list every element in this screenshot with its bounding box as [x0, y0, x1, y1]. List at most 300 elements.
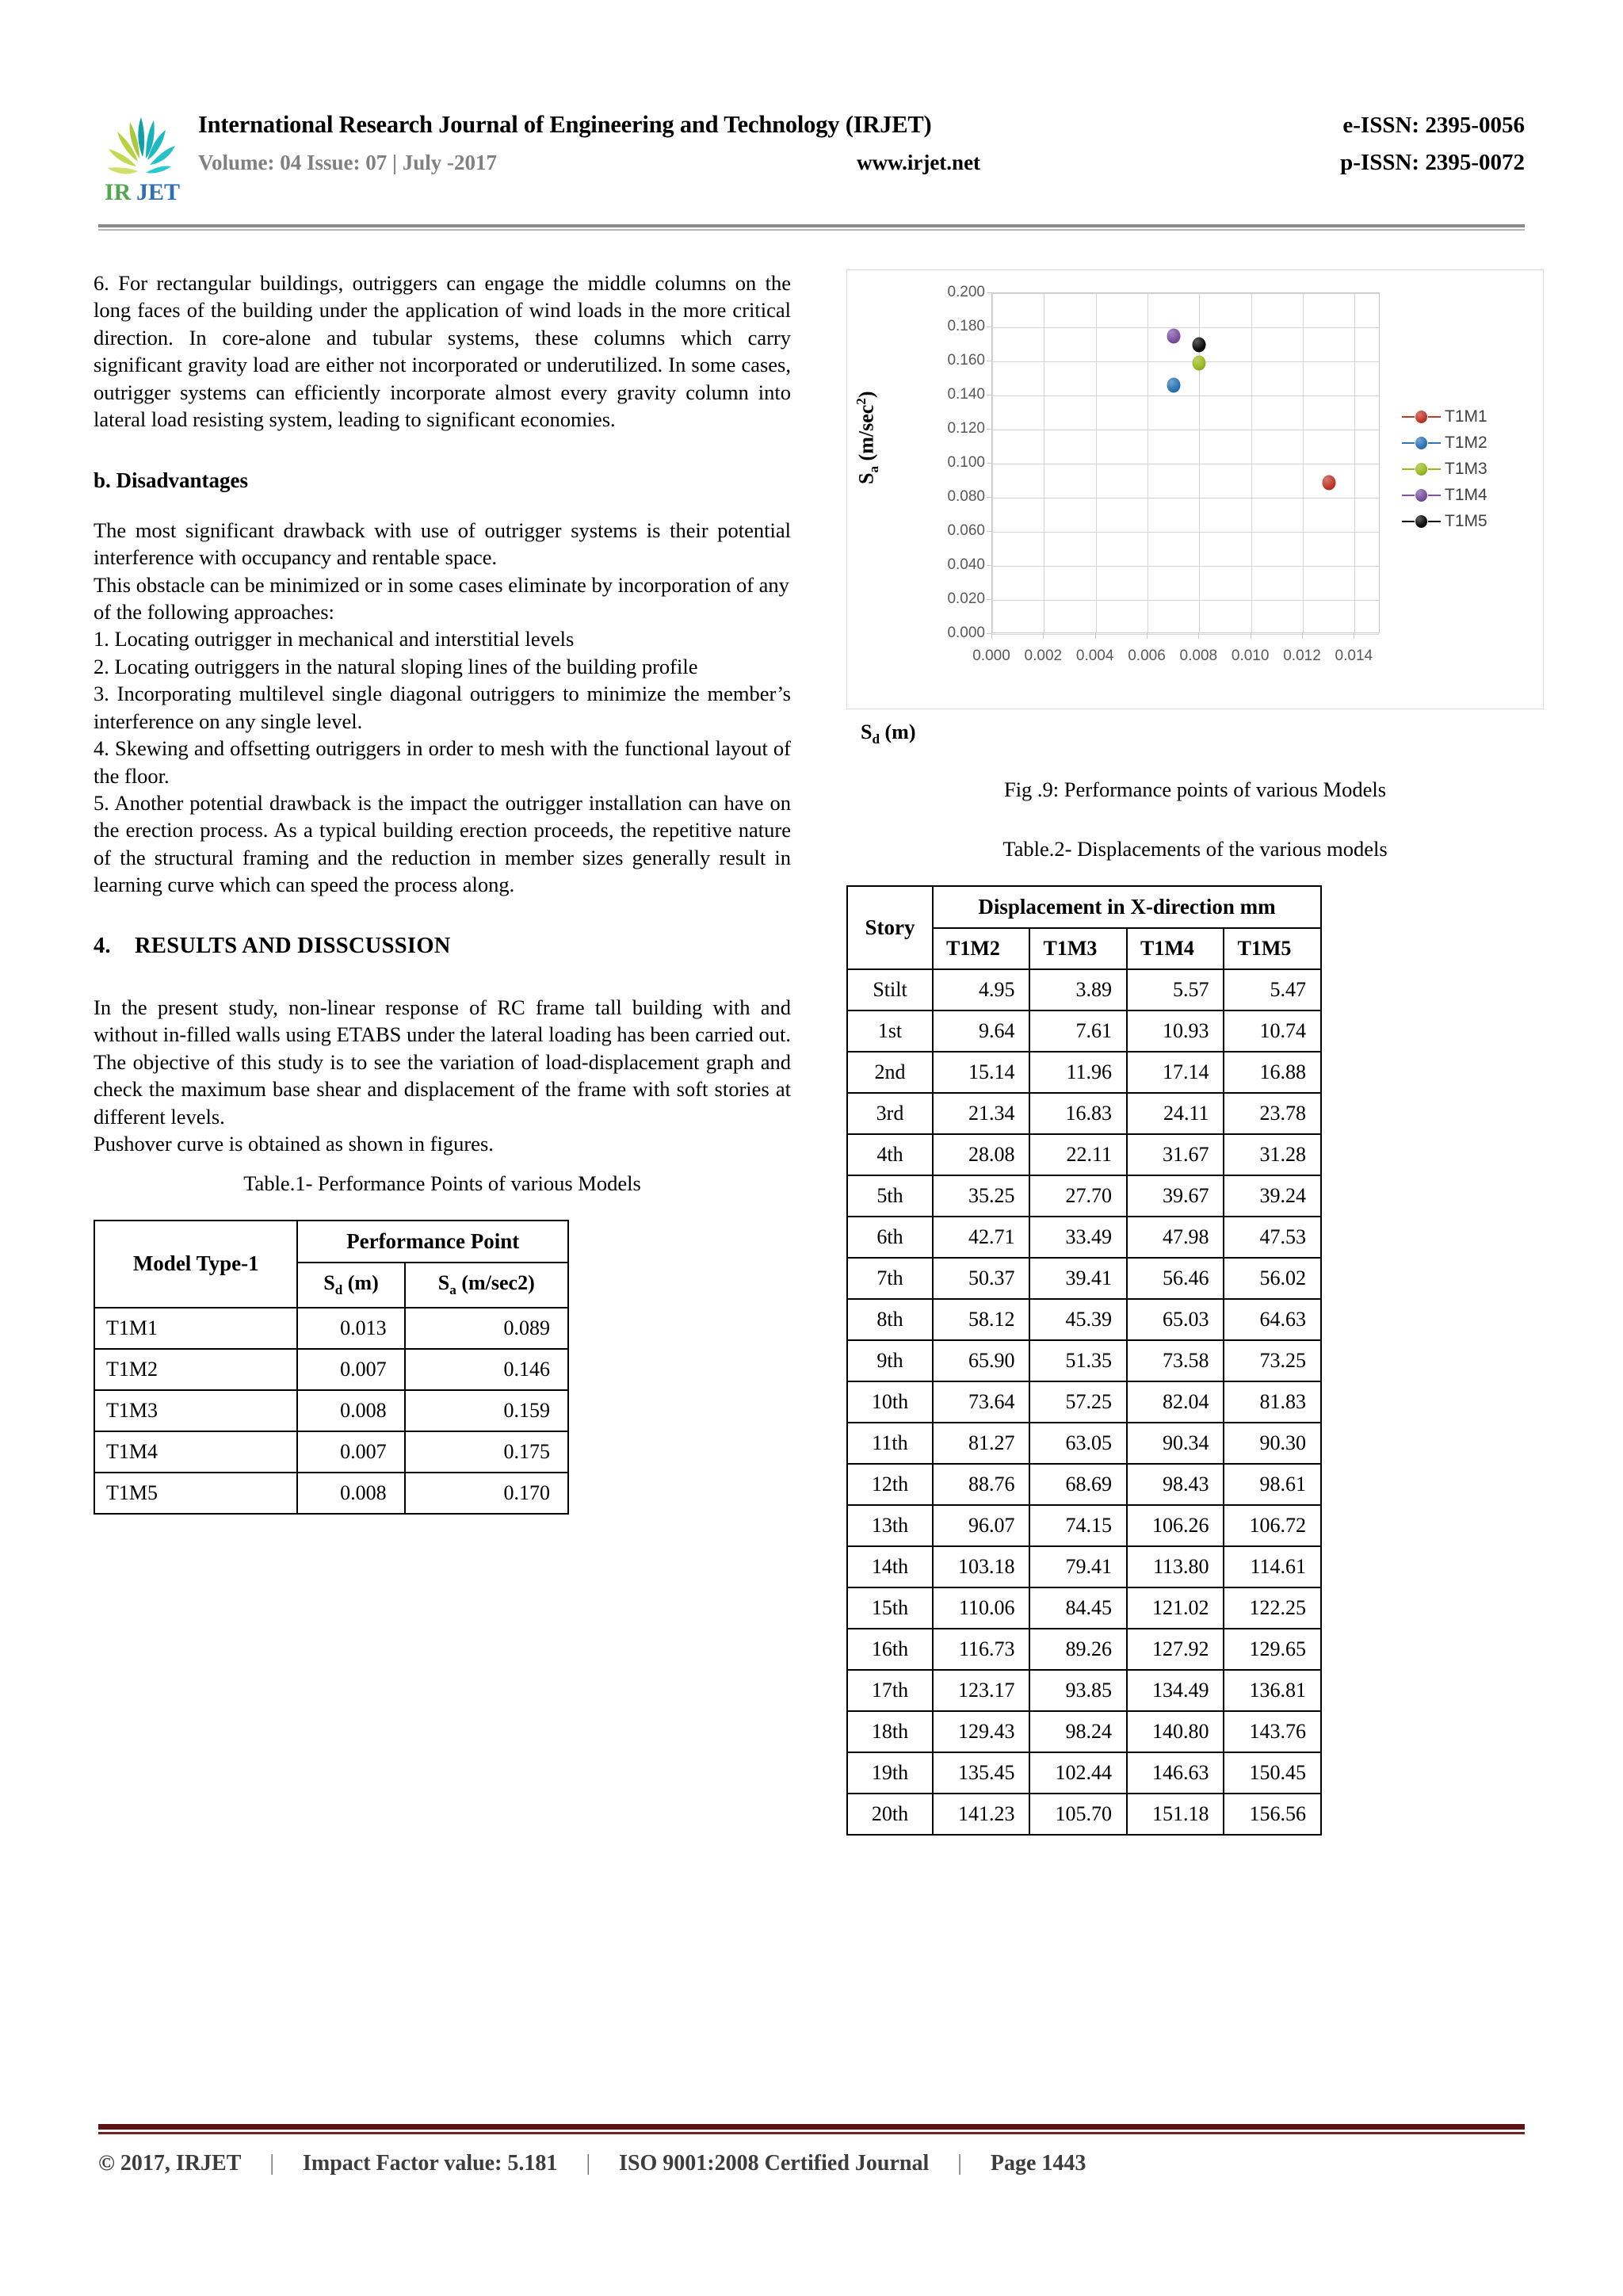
table2-story-cell: 12th [847, 1464, 933, 1505]
table2-story-cell: 1st [847, 1010, 933, 1052]
right-column [846, 269, 1544, 1836]
chart-y-tickmark [987, 463, 992, 464]
table2-value-cell: 65.03 [1127, 1299, 1224, 1340]
chart-x-tickmark [991, 633, 992, 639]
y-axis-paren: ) [854, 391, 878, 399]
table2-value-cell: 39.67 [1127, 1175, 1224, 1217]
irjet-logo [98, 111, 184, 204]
table2-value-cell: 84.45 [1029, 1587, 1127, 1629]
table2-value-cell: 28.08 [933, 1134, 1030, 1175]
legend-marker-icon [1415, 437, 1427, 449]
table2-story-cell: 8th [847, 1299, 933, 1340]
table-row [847, 1052, 1321, 1093]
chart-gridline-horizontal [992, 634, 1379, 635]
y-axis-subscript: a [865, 465, 881, 473]
legend-marker-icon [1415, 411, 1427, 423]
table1-caption: Table.1- Performance Points of various Models [243, 1171, 641, 1196]
chart-inner [847, 270, 1543, 709]
table-row [847, 1093, 1321, 1134]
table2-value-cell: 10.93 [1127, 1010, 1224, 1052]
table2-value-cell: 134.49 [1127, 1670, 1224, 1711]
chart-gridline-horizontal [992, 327, 1379, 328]
sa-unit: (m/sec2) [456, 1271, 535, 1295]
table-row [847, 1010, 1321, 1052]
approach-item-4: 4. Skewing and offsetting outriggers in order to mesh with the functional layout of the floor. [94, 736, 791, 788]
table1-sa-cell: 0.159 [405, 1390, 568, 1431]
table2-value-cell: 73.58 [1127, 1340, 1224, 1381]
chart-y-tickmark [987, 497, 992, 498]
chart-legend-item [1402, 508, 1537, 534]
table2-value-cell: 9.64 [933, 1010, 1030, 1052]
svg-text:IR: IR [105, 179, 132, 204]
table2-value-cell: 42.71 [933, 1217, 1030, 1258]
table2-story-cell: 19th [847, 1752, 933, 1794]
table2-story-cell: 16th [847, 1629, 933, 1670]
chart-y-tick-label: 0.020 [947, 590, 985, 607]
table2-value-cell: 35.25 [933, 1175, 1030, 1217]
sa-subscript: a [449, 1282, 456, 1298]
footer-divider [98, 2124, 1525, 2134]
footer-divider-thick [98, 2124, 1525, 2130]
table-row [94, 1390, 568, 1431]
table2-story-cell: 13th [847, 1505, 933, 1546]
table2-value-cell: 16.88 [1224, 1052, 1321, 1093]
footer-separator-2: | [586, 2151, 591, 2176]
chart-y-tick-label: 0.060 [947, 522, 985, 539]
chart-y-tickmark [987, 429, 992, 430]
footer-impact-factor: Impact Factor value: 5.181 [303, 2151, 558, 2176]
chart-x-tick-label: 0.012 [1283, 648, 1321, 664]
chart-y-tick-label: 0.200 [947, 284, 985, 300]
table2-story-cell: 9th [847, 1340, 933, 1381]
table2-value-cell: 7.61 [1029, 1010, 1127, 1052]
table1-model-cell: T1M5 [94, 1473, 297, 1514]
table2-value-cell: 50.37 [933, 1258, 1030, 1299]
table2-value-cell: 17.14 [1127, 1052, 1224, 1093]
table2-value-cell: 90.34 [1127, 1423, 1224, 1464]
chart-x-tick-label: 0.004 [1075, 648, 1114, 664]
table2-value-cell: 56.02 [1224, 1258, 1321, 1299]
disadvantages-heading: b. Disadvantages [94, 468, 249, 492]
table2-value-cell: 140.80 [1127, 1711, 1224, 1752]
chart-x-tick-label: 0.006 [1128, 648, 1166, 664]
table2-value-cell: 74.15 [1029, 1505, 1127, 1546]
table-row [847, 1794, 1321, 1835]
page-header [98, 111, 1525, 206]
chart-legend [1402, 403, 1537, 534]
table2-value-cell: 146.63 [1127, 1752, 1224, 1794]
table1-model-cell: T1M3 [94, 1390, 297, 1431]
table2-value-cell: 68.69 [1029, 1464, 1127, 1505]
disadvantages-paragraph-1: The most significant drawback with use of outrigger systems is their potential interference with occupancy and rentable space. [94, 518, 791, 570]
x-axis-unit: (m) [880, 720, 916, 743]
table2-value-cell: 105.70 [1029, 1794, 1127, 1835]
chart-x-tickmark [1147, 633, 1148, 639]
table2-header-row-1 [847, 886, 1321, 928]
table2-story-cell: 17th [847, 1670, 933, 1711]
chart-y-tickmark [987, 565, 992, 566]
table2-value-cell: 73.25 [1224, 1340, 1321, 1381]
table-row [847, 1464, 1321, 1505]
table-row [847, 1587, 1321, 1629]
legend-label: T1M2 [1445, 433, 1487, 452]
chart-y-tickmark [987, 531, 992, 532]
y-axis-superscript: 2 [854, 398, 869, 405]
table2-story-cell: 4th [847, 1134, 933, 1175]
chart-legend-item [1402, 482, 1537, 508]
table2-story-cell: 15th [847, 1587, 933, 1629]
table2-value-cell: 98.24 [1029, 1711, 1127, 1752]
table2-model-column-header: T1M4 [1127, 928, 1224, 969]
table2-story-cell: 20th [847, 1794, 933, 1835]
footer-page-number: Page 1443 [990, 2151, 1086, 2176]
table-row [847, 1670, 1321, 1711]
table2-value-cell: 114.61 [1224, 1546, 1321, 1587]
table2-value-cell: 4.95 [933, 969, 1030, 1010]
table2-value-cell: 64.63 [1224, 1299, 1321, 1340]
table2-value-cell: 106.72 [1224, 1505, 1321, 1546]
chart-y-tick-label: 0.040 [947, 556, 985, 573]
table2-value-cell: 106.26 [1127, 1505, 1224, 1546]
table-row [847, 1381, 1321, 1423]
table-row [847, 1629, 1321, 1670]
table-row [847, 1711, 1321, 1752]
table2-value-cell: 39.41 [1029, 1258, 1127, 1299]
table2-value-cell: 73.64 [933, 1381, 1030, 1423]
table2-value-cell: 10.74 [1224, 1010, 1321, 1052]
chart-gridline-vertical [992, 293, 993, 632]
performance-points-chart [846, 269, 1544, 709]
approach-item-5: 5. Another potential drawback is the impact the outrigger installation can have on the erection process. As a typical building erection proceeds, the repetitive nature of the structural framing and the reduction in member sizes generally result in learning curve which can speed the process along. [94, 791, 791, 897]
table1-sd-header [297, 1263, 404, 1307]
table2-value-cell: 33.49 [1029, 1217, 1127, 1258]
table2-story-cell: 7th [847, 1258, 933, 1299]
table2-value-cell: 98.43 [1127, 1464, 1224, 1505]
table2-value-cell: 27.70 [1029, 1175, 1127, 1217]
table1-container [94, 1220, 569, 1514]
footer-copyright: © 2017, IRJET [98, 2151, 242, 2176]
table2-value-cell: 21.34 [933, 1093, 1030, 1134]
chart-y-tick-label: 0.120 [947, 420, 985, 437]
sd-symbol: S [323, 1271, 335, 1295]
chart-y-tick-label: 0.140 [947, 386, 985, 403]
chart-gridline-vertical [1096, 293, 1097, 632]
table2-value-cell: 129.43 [933, 1711, 1030, 1752]
table-row [847, 1134, 1321, 1175]
table2-value-cell: 122.25 [1224, 1587, 1321, 1629]
chart-x-tickmark [1043, 633, 1044, 639]
chart-legend-item [1402, 456, 1537, 482]
table1-sd-cell: 0.007 [297, 1431, 404, 1473]
legend-line-icon [1428, 416, 1441, 418]
volume-issue-label: Volume: 04 Issue: 07 | July -2017 [198, 151, 497, 174]
approach-item-3: 3. Incorporating multilevel single diagonal outriggers to minimize the member’s interference on any single level. [94, 682, 791, 733]
chart-gridline-horizontal [992, 498, 1379, 499]
table2-value-cell: 65.90 [933, 1340, 1030, 1381]
table1-sd-cell: 0.013 [297, 1308, 404, 1349]
chart-x-tick-label: 0.014 [1335, 648, 1373, 664]
table2-value-cell: 135.45 [933, 1752, 1030, 1794]
legend-line-icon [1428, 468, 1441, 470]
sa-symbol: S [437, 1271, 450, 1295]
chart-y-tick-label: 0.180 [947, 318, 985, 334]
disadvantages-paragraph-2: This obstacle can be minimized or in some cases eliminate by incorporation of any of the following approaches: [94, 572, 789, 624]
table1-model-cell: T1M2 [94, 1349, 297, 1390]
table2-model-column-header: T1M2 [933, 928, 1030, 969]
results-section-title: RESULTS AND DISSCUSSION [135, 933, 451, 958]
table1-sd-cell: 0.007 [297, 1349, 404, 1390]
table1-model-cell: T1M4 [94, 1431, 297, 1473]
table2-value-cell: 11.96 [1029, 1052, 1127, 1093]
table2-value-cell: 5.57 [1127, 969, 1224, 1010]
paragraph-item-6: 6. For rectangular buildings, outriggers can engage the middle columns on the long faces of the building under the application of wind loads in the more critical direction. In core-alone and tubular systems, these columns which carry significant gravity load are either not incorporated or underutilized. In some cases, outrigger systems can efficiently incorporate almost every gravity column into lateral load resisting system, leading to significant economies. [94, 271, 791, 432]
irjet-leaf-icon [98, 111, 184, 204]
table2-value-cell: 110.06 [933, 1587, 1030, 1629]
table2-value-cell: 143.76 [1224, 1711, 1321, 1752]
legend-marker-icon [1415, 515, 1427, 528]
chart-y-tick-label: 0.100 [947, 454, 985, 471]
table2-story-cell: 11th [847, 1423, 933, 1464]
chart-gridline-horizontal [992, 532, 1379, 533]
chart-x-axis-title [861, 720, 1558, 747]
chart-gridline-horizontal [992, 566, 1379, 567]
legend-line-icon [1402, 442, 1415, 444]
table2-container [846, 885, 1322, 1836]
table2-value-cell: 150.45 [1224, 1752, 1321, 1794]
chart-gridline-horizontal [992, 293, 1379, 294]
table1-model-cell: T1M1 [94, 1308, 297, 1349]
table-row [847, 1258, 1321, 1299]
chart-x-tickmark [1198, 633, 1199, 639]
table-row [94, 1431, 568, 1473]
performance-points-table [94, 1220, 569, 1514]
table2-value-cell: 31.28 [1224, 1134, 1321, 1175]
chart-x-tick-label: 0.000 [972, 648, 1010, 664]
table2-value-cell: 116.73 [933, 1629, 1030, 1670]
chart-gridline-vertical [1354, 293, 1355, 632]
table-row [847, 1546, 1321, 1587]
chart-gridline-horizontal [992, 395, 1379, 396]
table2-value-cell: 127.92 [1127, 1629, 1224, 1670]
table2-value-cell: 113.80 [1127, 1546, 1224, 1587]
legend-line-icon [1402, 416, 1415, 418]
table2-model-column-header: T1M3 [1029, 928, 1127, 969]
table2-value-cell: 3.89 [1029, 969, 1127, 1010]
legend-label: T1M1 [1445, 407, 1487, 426]
table2-story-header: Story [847, 886, 933, 969]
x-axis-s-symbol: S [861, 720, 873, 743]
page-footer [98, 2151, 1525, 2176]
table2-value-cell: 79.41 [1029, 1546, 1127, 1587]
table2-value-cell: 81.27 [933, 1423, 1030, 1464]
chart-x-tickmark [1095, 633, 1096, 639]
table2-story-cell: 2nd [847, 1052, 933, 1093]
table2-value-cell: 121.02 [1127, 1587, 1224, 1629]
table1-sa-cell: 0.175 [405, 1431, 568, 1473]
chart-x-tickmark [1302, 633, 1303, 639]
displacements-table [846, 885, 1322, 1836]
svg-text:J: J [136, 179, 148, 204]
table2-value-cell: 39.24 [1224, 1175, 1321, 1217]
table2-displacement-header: Displacement in X-direction mm [933, 886, 1321, 928]
table2-value-cell: 47.53 [1224, 1217, 1321, 1258]
table1-sd-cell: 0.008 [297, 1390, 404, 1431]
table-row [847, 1423, 1321, 1464]
chart-x-tick-label: 0.008 [1179, 648, 1218, 664]
figure9-caption: Fig .9: Performance points of various Models [1003, 777, 1387, 802]
eissn-label: e-ISSN: 2395-0056 [1342, 113, 1525, 138]
table2-value-cell: 89.26 [1029, 1629, 1127, 1670]
table2-value-cell: 22.11 [1029, 1134, 1127, 1175]
legend-line-icon [1402, 468, 1415, 470]
table2-value-cell: 57.25 [1029, 1381, 1127, 1423]
legend-label: T1M4 [1445, 485, 1487, 504]
table2-value-cell: 15.14 [933, 1052, 1030, 1093]
chart-legend-item [1402, 430, 1537, 456]
chart-y-tickmark [987, 599, 992, 600]
table1-header-row-1 [94, 1221, 568, 1263]
table2-value-cell: 123.17 [933, 1670, 1030, 1711]
chart-legend-item [1402, 403, 1537, 430]
table2-story-cell: Stilt [847, 969, 933, 1010]
table2-value-cell: 31.67 [1127, 1134, 1224, 1175]
table2-value-cell: 82.04 [1127, 1381, 1224, 1423]
legend-line-icon [1428, 442, 1441, 444]
pissn-label: p-ISSN: 2395-0072 [1340, 150, 1525, 175]
table2-value-cell: 96.07 [933, 1505, 1030, 1546]
table2-value-cell: 16.83 [1029, 1093, 1127, 1134]
legend-label: T1M5 [1445, 511, 1487, 530]
table2-model-column-header: T1M5 [1224, 928, 1321, 969]
x-axis-subscript: d [872, 732, 880, 747]
y-axis-unit: (m/sec [854, 404, 878, 466]
table1-sa-cell: 0.146 [405, 1349, 568, 1390]
sd-subscript: d [334, 1282, 343, 1298]
legend-line-icon [1402, 495, 1415, 496]
chart-data-point-t1m5 [1193, 337, 1206, 352]
table2-value-cell: 156.56 [1224, 1794, 1321, 1835]
table1-body [94, 1308, 568, 1514]
table-row [94, 1349, 568, 1390]
chart-data-point-t1m1 [1322, 475, 1335, 490]
chart-y-tick-label: 0.000 [947, 625, 985, 641]
table2-value-cell: 88.76 [933, 1464, 1030, 1505]
journal-title: International Research Journal of Engineering and Technology (IRJET) [198, 111, 932, 138]
results-paragraph: In the present study, non-linear response of RC frame tall building with and without in-filled walls using ETABS under the lateral loading has been carried out. The objective of this study is to see the variation of load-displacement graph and check the maximum base shear and displacement of the frame with soft stories at different levels. [94, 995, 791, 1129]
chart-y-tick-label: 0.160 [947, 352, 985, 369]
table2-value-cell: 93.85 [1029, 1670, 1127, 1711]
header-divider [98, 224, 1525, 231]
table2-value-cell: 58.12 [933, 1299, 1030, 1340]
table2-story-cell: 3rd [847, 1093, 933, 1134]
table-row [847, 1217, 1321, 1258]
chart-x-tick-label: 0.002 [1024, 648, 1063, 664]
table2-value-cell: 5.47 [1224, 969, 1321, 1010]
chart-data-point-t1m2 [1167, 378, 1180, 393]
table-row [847, 1175, 1321, 1217]
table1-sa-cell: 0.170 [405, 1473, 568, 1514]
table2-story-cell: 10th [847, 1381, 933, 1423]
table2-value-cell: 51.35 [1029, 1340, 1127, 1381]
table2-value-cell: 63.05 [1029, 1423, 1127, 1464]
legend-marker-icon [1415, 463, 1427, 476]
results-section-number: 4. [94, 933, 111, 958]
table2-value-cell: 151.18 [1127, 1794, 1224, 1835]
chart-plot-area [991, 292, 1380, 633]
chart-y-axis-title [854, 391, 882, 484]
results-section-heading [94, 934, 791, 959]
table2-value-cell: 129.65 [1224, 1629, 1321, 1670]
table-row [847, 1505, 1321, 1546]
header-text-block [198, 111, 1525, 176]
table1-sd-cell: 0.008 [297, 1473, 404, 1514]
table2-value-cell: 81.83 [1224, 1381, 1321, 1423]
approach-item-2: 2. Locating outriggers in the natural sloping lines of the building profile [94, 654, 698, 678]
legend-line-icon [1402, 521, 1415, 522]
sd-unit: (m) [342, 1271, 379, 1295]
footer-separator-3: | [957, 2151, 962, 2176]
legend-line-icon [1428, 495, 1441, 496]
table-row [94, 1473, 568, 1514]
table2-body [847, 969, 1321, 1835]
chart-gridline-vertical [1303, 293, 1304, 632]
table1-performance-point-header: Performance Point [297, 1221, 568, 1263]
footer-separator-1: | [269, 2151, 274, 2176]
legend-label: T1M3 [1445, 459, 1487, 478]
table2-value-cell: 98.61 [1224, 1464, 1321, 1505]
table2-value-cell: 90.30 [1224, 1423, 1321, 1464]
left-column [94, 269, 791, 1515]
header-divider-thick [98, 224, 1525, 227]
table-row [94, 1308, 568, 1349]
table2-value-cell: 141.23 [933, 1794, 1030, 1835]
table-row [847, 1299, 1321, 1340]
y-axis-s-symbol: S [854, 472, 878, 484]
chart-data-point-t1m4 [1167, 328, 1180, 343]
table-row [847, 969, 1321, 1010]
table2-value-cell: 47.98 [1127, 1217, 1224, 1258]
table1-sa-header [405, 1263, 568, 1307]
table1-sa-cell: 0.089 [405, 1308, 568, 1349]
chart-y-tick-label: 0.080 [947, 488, 985, 505]
table2-value-cell: 45.39 [1029, 1299, 1127, 1340]
table2-value-cell: 103.18 [933, 1546, 1030, 1587]
chart-gridline-horizontal [992, 600, 1379, 601]
pushover-line: Pushover curve is obtained as shown in figures. [94, 1131, 494, 1156]
chart-data-point-t1m3 [1193, 356, 1206, 371]
table2-story-cell: 18th [847, 1711, 933, 1752]
table2-story-cell: 5th [847, 1175, 933, 1217]
legend-marker-icon [1415, 489, 1427, 502]
svg-text:ET: ET [148, 179, 181, 204]
table2-story-cell: 6th [847, 1217, 933, 1258]
header-divider-thin [98, 229, 1525, 231]
table1-model-type-header: Model Type-1 [94, 1221, 297, 1307]
table2-value-cell: 56.46 [1127, 1258, 1224, 1299]
chart-x-tick-label: 0.010 [1231, 648, 1270, 664]
table2-value-cell: 136.81 [1224, 1670, 1321, 1711]
table2-value-cell: 23.78 [1224, 1093, 1321, 1134]
table2-story-cell: 14th [847, 1546, 933, 1587]
table-row [847, 1340, 1321, 1381]
table2-value-cell: 102.44 [1029, 1752, 1127, 1794]
legend-line-icon [1428, 521, 1441, 522]
journal-website-link[interactable]: www.irjet.net [857, 151, 981, 174]
approach-item-1: 1. Locating outrigger in mechanical and interstitial levels [94, 627, 575, 651]
footer-divider-thin [98, 2132, 1525, 2134]
table2-caption: Table.2- Displacements of the various models [1002, 837, 1388, 861]
chart-gridline-horizontal [992, 361, 1379, 362]
